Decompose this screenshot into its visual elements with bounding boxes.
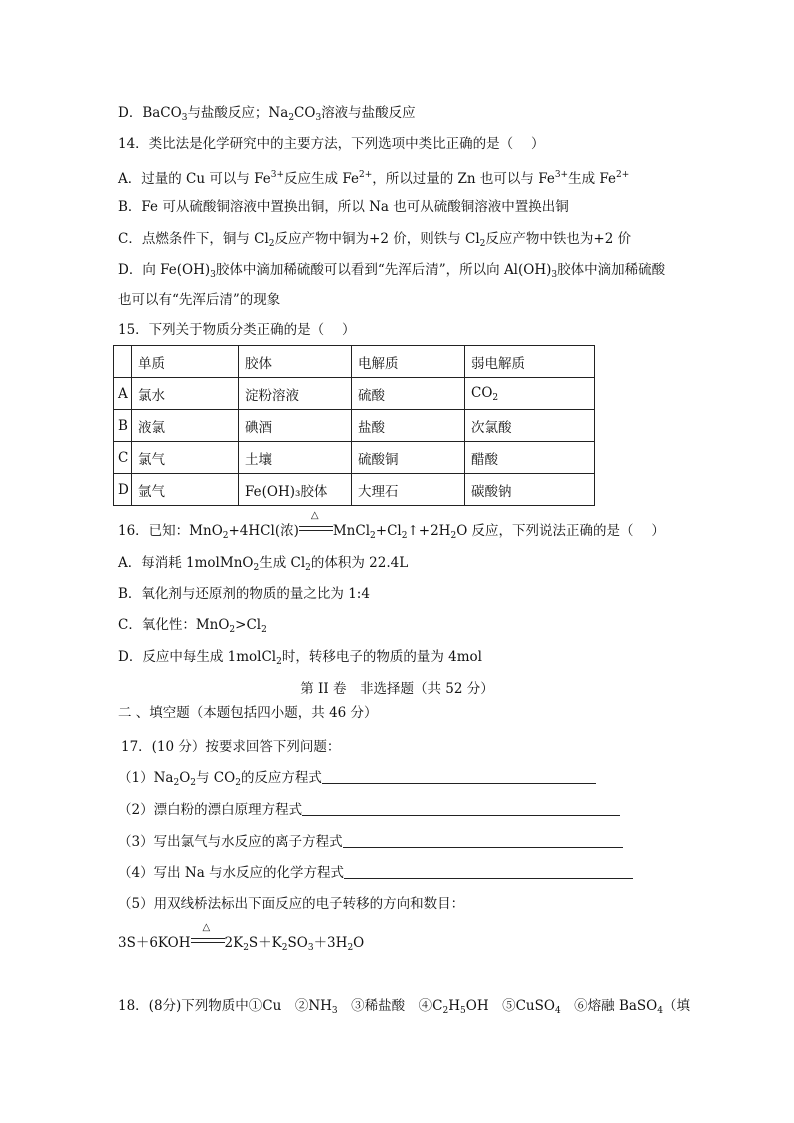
table-cell: 液氯 (132, 410, 239, 442)
reaction-condition-sign (191, 922, 225, 953)
q14-option-d-continued: 也可以有“先浑后清”的现象 (118, 292, 281, 308)
table-cell: 氯气 (132, 442, 239, 474)
q16-stem: 16．已知：MnO$_2$+4HCl(浓) △ $MnCl_2+Cl_2↑+2H_2O$ 反应，下列说法正确的是（ ） (118, 521, 665, 546)
table-header-cell: 弱电解质 (465, 346, 595, 378)
answer-blank[interactable] (302, 801, 620, 816)
q17-equation: 3S＋6KOH △ $2K_2S+K_2SO_3+3H_2O$ (118, 933, 364, 958)
table-cell: 次氯酸 (465, 410, 595, 442)
table-cell: 碘酒 (239, 410, 352, 442)
q16-option-d: D．反应中每生成 1molCl$_2$时，转移电子的物质的量为 4mol (118, 649, 482, 667)
q17-part-5: （5）用双线桥法标出下面反应的电子转移的方向和数目： (118, 896, 465, 912)
q14-option-c: C．点燃条件下，铜与 $Cl_2$反应产物中铜为+2 价，则铁与 $Cl_2$反应产物中铁也为+2 价 (118, 231, 632, 249)
table-header-cell (114, 346, 132, 378)
table-cell: 氩气 (132, 474, 239, 506)
table-row (114, 378, 595, 410)
q15-stem: 15．下列关于物质分类正确的是（ ） (118, 322, 356, 338)
answer-blank[interactable] (322, 769, 596, 784)
table-header-row (114, 346, 595, 378)
section-heading: 二 、填空题（本题包括四小题，共 46 分） (118, 705, 378, 721)
q17-part-2: （2）漂白粉的漂白原理方程式 (118, 800, 620, 820)
table-cell: Fe(OH)₃胶体 (239, 474, 352, 506)
q16-option-b: B．氧化剂与还原剂的物质的量之比为 1:4 (118, 586, 370, 602)
table-cell: 硫酸 (352, 378, 465, 410)
table-row (114, 442, 595, 474)
q14-option-d: D．向 $Fe(OH)_3$胶体中滴加稀硫酸可以看到“先浑后清”，所以向 $Al(OH)_3$胶体中滴加稀硫酸 (118, 262, 666, 280)
table-cell: 淀粉溶液 (239, 378, 352, 410)
heat-triangle-icon: △ (310, 510, 319, 521)
q14-option-a: A．过量的 Cu 可以与 $Fe^{3+}$反应生成 $Fe^{2+}$，所以过量的 Zn 也可以与 $Fe^{3+}$生成 $Fe^{2+}$ (118, 170, 630, 187)
q14-option-b: B．Fe 可从硫酸铜溶液中置换出铜，所以 Na 也可从硫酸铜溶液中置换出铜 (118, 199, 569, 215)
q17-stem: 17．(10 分）按要求回答下列问题： (121, 739, 341, 755)
table-cell: 碳酸钠 (465, 474, 595, 506)
q13-option-d: D．BaCO$_3$与盐酸反应；$Na_2CO_3$溶液与盐酸反应 (118, 105, 416, 123)
table-cell: 盐酸 (352, 410, 465, 442)
answer-blank[interactable] (343, 833, 623, 848)
q17-part-4: （4）写出 Na 与水反应的化学方程式 (118, 863, 633, 883)
table-header-cell: 胶体 (239, 346, 352, 378)
classification-table (113, 345, 595, 506)
table-header-cell: 电解质 (352, 346, 465, 378)
q18-stem: 18．(8分)下列物质中①Cu $②NH_3$ ③稀盐酸 $④C_2H_5OH$ ⑤CuSO$_4$ ⑥熔融 BaSO$_4$（填 (118, 998, 690, 1016)
table-cell: 氯水 (132, 378, 239, 410)
q14-stem: 14．类比法是化学研究中的主要方法，下列选项中类比正确的是（ ） (118, 136, 545, 152)
table-cell: 大理石 (352, 474, 465, 506)
table-cell: 硫酸铜 (352, 442, 465, 474)
q16-option-c: C．氧化性：$MnO_2>Cl_2$ (118, 617, 267, 635)
row-key: A (114, 378, 132, 410)
table-cell: 土壤 (239, 442, 352, 474)
q16-option-a: A．每消耗 1molMnO$_2$生成 $Cl_2$的体积为 22.4L (118, 555, 409, 573)
reaction-condition-sign (299, 510, 333, 541)
table-cell: 醋酸 (465, 442, 595, 474)
table-row (114, 474, 595, 506)
table-cell: $CO_2$ (465, 378, 595, 410)
part-two-title: 第 II 卷 非选择题（共 52 分） (300, 681, 494, 697)
table-row (114, 410, 595, 442)
heat-triangle-icon: △ (202, 922, 211, 933)
table-header-cell: 单质 (132, 346, 239, 378)
row-key: B (114, 410, 132, 442)
row-key: C (114, 442, 132, 474)
q17-part-3: （3）写出氯气与水反应的离子方程式 (118, 832, 623, 852)
row-key: D (114, 474, 132, 506)
answer-blank[interactable] (344, 864, 633, 879)
q17-part-1: $(1)Na_2O_2$与 $CO_2$的反应方程式 (118, 768, 596, 793)
